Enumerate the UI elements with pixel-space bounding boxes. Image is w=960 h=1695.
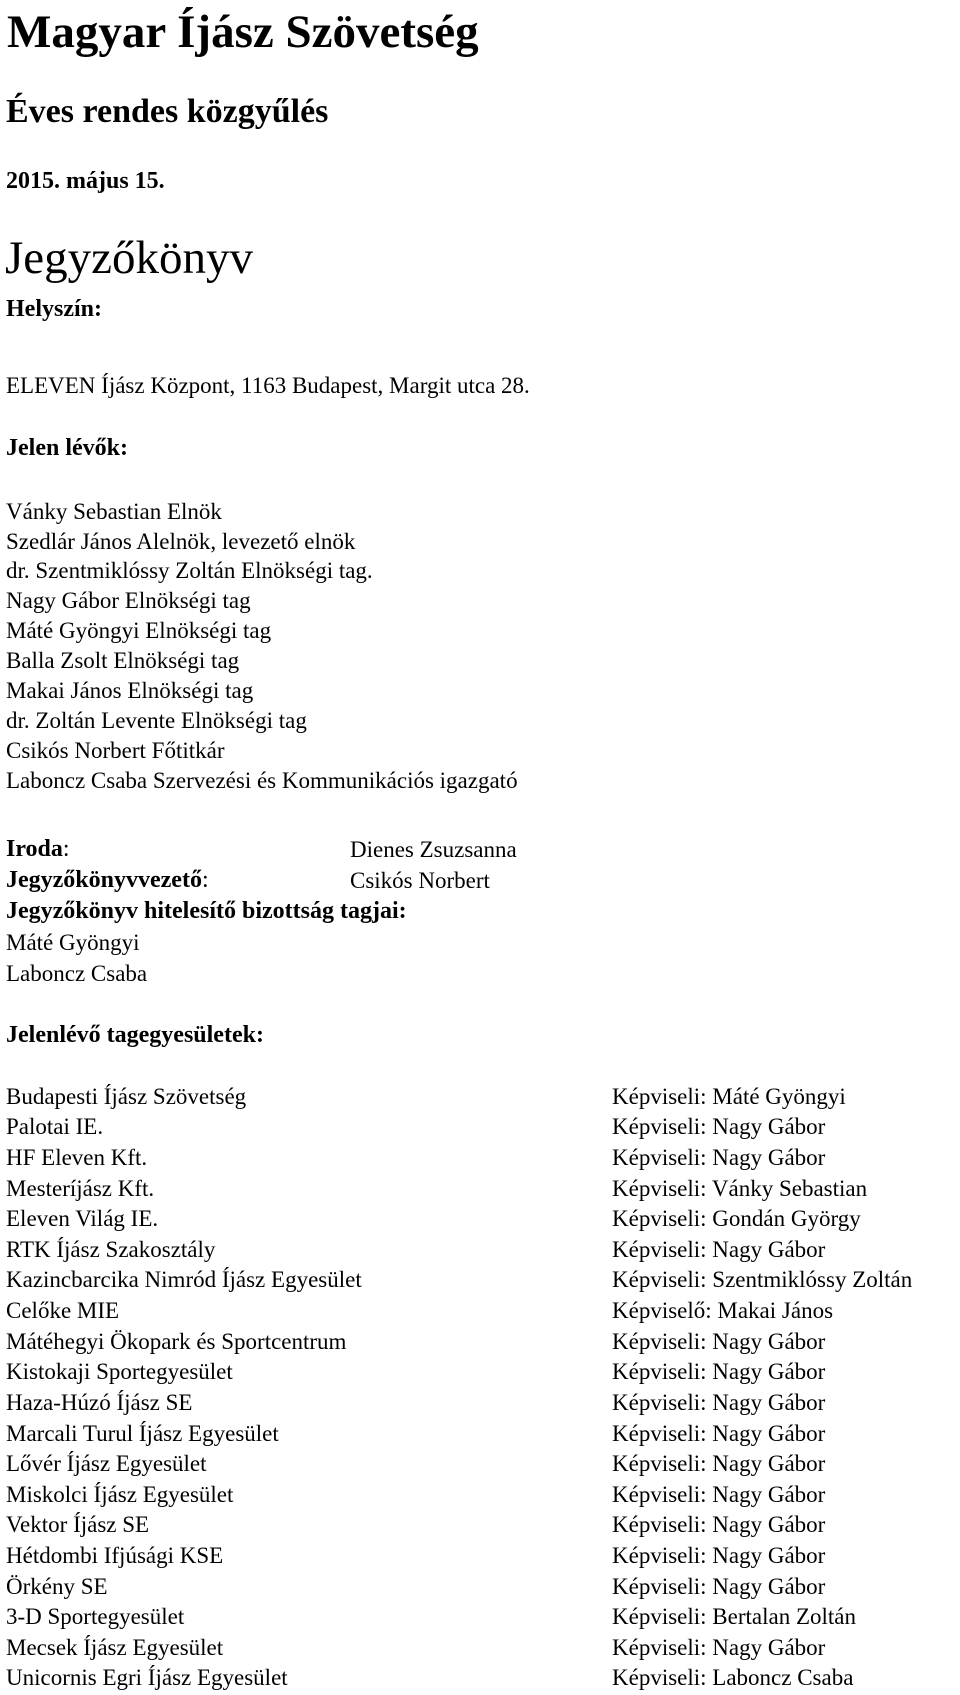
club-name: Vektor Íjász SE	[6, 1512, 150, 1537]
club-representative: Képviseli: Bertalan Zoltán	[612, 1604, 856, 1629]
location-label: Helyszín:	[6, 296, 102, 322]
attendees-label: Jelen lévők:	[6, 435, 128, 461]
club-representative: Képviseli: Nagy Gábor	[612, 1329, 826, 1354]
attendee-item: Makai János Elnökségi tag	[6, 678, 254, 703]
club-name: Mesteríjász Kft.	[6, 1176, 155, 1201]
club-name: Palotai IE.	[6, 1114, 104, 1139]
minutes-title: Jegyzőkönyv	[5, 232, 254, 284]
recorder-label: Jegyzőkönyvvezető:	[6, 867, 209, 893]
club-name: Budapesti Íjász Szövetség	[6, 1084, 247, 1109]
club-name: Lővér Íjász Egyesület	[6, 1451, 207, 1476]
committee-member: Máté Gyöngyi	[6, 930, 140, 955]
club-name: Haza-Húzó Íjász SE	[6, 1390, 193, 1415]
attendee-item: dr. Zoltán Levente Elnökségi tag	[6, 708, 307, 733]
club-name: Eleven Világ IE.	[6, 1206, 159, 1231]
club-representative: Képviseli: Nagy Gábor	[612, 1543, 826, 1568]
club-name: Marcali Turul Íjász Egyesület	[6, 1421, 279, 1446]
club-representative: Képviseli: Nagy Gábor	[612, 1451, 826, 1476]
club-representative: Képviseli: Nagy Gábor	[612, 1421, 826, 1446]
member-clubs-label: Jelenlévő tagegyesületek:	[6, 1022, 264, 1048]
attendee-item: Balla Zsolt Elnökségi tag	[6, 648, 240, 673]
meeting-date: 2015. május 15.	[6, 168, 165, 194]
club-name: Unicornis Egri Íjász Egyesület	[6, 1665, 288, 1690]
club-representative: Képviseli: Nagy Gábor	[612, 1574, 826, 1599]
meeting-title: Éves rendes közgyűlés	[6, 93, 329, 130]
club-name: 3-D Sportegyesület	[6, 1604, 185, 1629]
club-representative: Képviseli: Nagy Gábor	[612, 1512, 826, 1537]
club-representative: Képviseli: Nagy Gábor	[612, 1359, 826, 1384]
club-name: Celőke MIE	[6, 1298, 120, 1323]
committee-member: Laboncz Csaba	[6, 961, 148, 986]
club-representative: Képviseli: Nagy Gábor	[612, 1482, 826, 1507]
club-name: Hétdombi Ifjúsági KSE	[6, 1543, 224, 1568]
club-name: Kistokaji Sportegyesület	[6, 1359, 233, 1384]
attendee-item: Csikós Norbert Főtitkár	[6, 738, 225, 763]
club-representative: Képviseli: Laboncz Csaba	[612, 1665, 854, 1690]
attendee-item: Szedlár János Alelnök, levezető elnök	[6, 529, 356, 554]
office-value: Dienes Zsuzsanna	[350, 837, 517, 862]
location-value: ELEVEN Íjász Központ, 1163 Budapest, Margit utca 28.	[6, 373, 530, 398]
attendee-item: Máté Gyöngyi Elnökségi tag	[6, 618, 272, 643]
club-name: Miskolci Íjász Egyesület	[6, 1482, 234, 1507]
club-representative: Képviseli: Nagy Gábor	[612, 1237, 826, 1262]
club-representative: Képviseli: Gondán György	[612, 1206, 861, 1231]
recorder-value: Csikós Norbert	[350, 868, 490, 893]
club-name: Mátéhegyi Ökopark és Sportcentrum	[6, 1329, 347, 1354]
club-representative: Képviseli: Nagy Gábor	[612, 1145, 826, 1170]
club-name: HF Eleven Kft.	[6, 1145, 148, 1170]
attendee-item: Laboncz Csaba Szervezési és Kommunikációs igazgató	[6, 768, 518, 793]
club-name: RTK Íjász Szakosztály	[6, 1237, 216, 1262]
club-representative: Képviseli: Vánky Sebastian	[612, 1176, 868, 1201]
club-representative: Képviseli: Nagy Gábor	[612, 1635, 826, 1660]
office-label: Iroda:	[6, 836, 70, 862]
club-representative: Képviseli: Nagy Gábor	[612, 1114, 826, 1139]
club-name: Kazincbarcika Nimród Íjász Egyesület	[6, 1267, 362, 1292]
club-name: Mecsek Íjász Egyesület	[6, 1635, 224, 1660]
attendee-item: Nagy Gábor Elnökségi tag	[6, 588, 251, 613]
committee-label: Jegyzőkönyv hitelesítő bizottság tagjai:	[6, 898, 407, 924]
organization-title: Magyar Íjász Szövetség	[7, 6, 479, 58]
club-representative: Képviselő: Makai János	[612, 1298, 834, 1323]
club-name: Örkény SE	[6, 1574, 108, 1599]
club-representative: Képviseli: Szentmiklóssy Zoltán	[612, 1267, 913, 1292]
attendee-item: dr. Szentmiklóssy Zoltán Elnökségi tag.	[6, 558, 373, 583]
attendee-item: Vánky Sebastian Elnök	[6, 499, 222, 524]
club-representative: Képviseli: Nagy Gábor	[612, 1390, 826, 1415]
club-representative: Képviseli: Máté Gyöngyi	[612, 1084, 846, 1109]
